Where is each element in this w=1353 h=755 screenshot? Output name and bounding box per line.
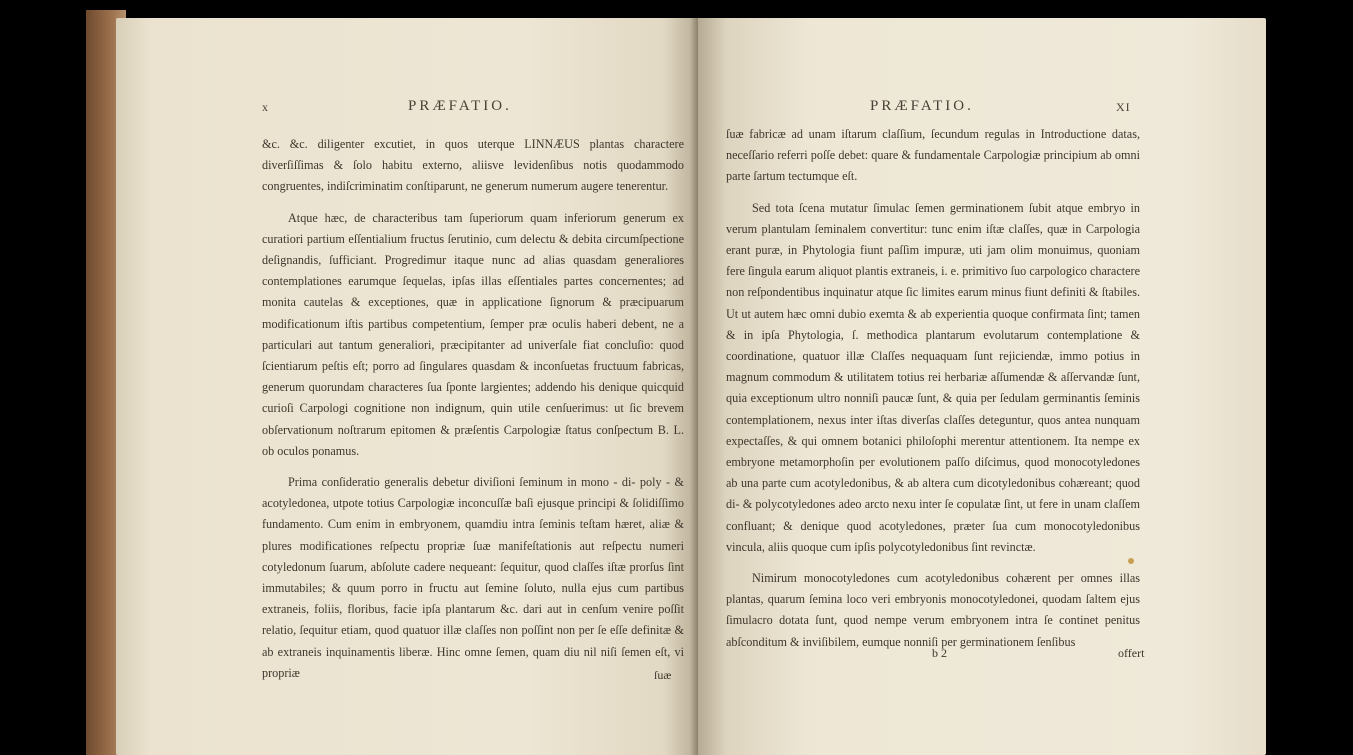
left-paragraph-2: Atque hæc, de characteribus tam ſuperiorum quam inferiorum generum ex curatiori partium eſſentialium fructus ſerutinio, cum delectu & debita circumſpectione deſignandis, ſufficiant. Progredimur itaque nunc ad alias quasdam generaliores contemplationes earumque ſequelas, ipſas illas eſſentiales partes concernentes; ad monita cautelas & exceptiones, quæ in applicatione ſignorum & præcipuarum modificationum iſtis partibus competentium, ſemper præ oculis haberi debent, ne a particulari aut tantum generaliori, præcipitanter ad univerſale fiat concluſio: quod ſcientiarum peſtis eſt; porro ad ſingulares quasdam & inconſuetas fructuum fabricas, generum quorundam characteres ſua ſponte largientes; addendo his denique quicquid curioſi Carpologi cognitione non indignum, quin utile cenſuerimus: ut ſic brevem obſervationum noſtrarum epitomen & præſentis Carpologiæ ſtatus conſpectum B. L. ob oculos ponamus. bbox=[262, 210, 684, 458]
right-page bbox=[698, 18, 1266, 755]
right-paragraph-3: Nimirum monocotyledones cum acotyledonibus cohærent per omnes illas plantas, quarum ſemina loco veri embryonis monocotyledonei, quodam ſaltem ejus ſimulacro dotata ſunt, quod nempe verum embryonem intra ſe continet penitus abſconditum & inviſibilem, eumque nonniſi per germinationem ſenſibus bbox=[726, 571, 1140, 649]
left-running-head: PRÆFATIO. bbox=[408, 98, 512, 114]
right-catchword: offert bbox=[1118, 646, 1145, 660]
open-book bbox=[86, 10, 1266, 755]
right-page-header bbox=[698, 98, 1266, 122]
left-paragraph-1: &c. &c. diligenter excutiet, in quos uterque LINNÆUS plantas charactere diverſiſſimas & ſolo habitu externo, aliisve levidenſibus notis quodammodo congruentes, indiſcriminatim conſtiparunt, ne generum numerum augere tenerentur. bbox=[262, 137, 684, 194]
left-page-number: x bbox=[262, 100, 269, 114]
left-page-header bbox=[116, 98, 698, 122]
left-page bbox=[116, 18, 698, 755]
left-paragraph-3: Prima conſideratio generalis debetur diviſioni ſeminum in mono - di- poly - & acotyledonea, utpote totius Carpologiæ inconcuſſæ baſi ejusque principi & ſolidiſſimo fundamento. Cum enim in embryonem, quamdiu intra ſeminis teſtam hæret, aliæ & plures modificationes reſpectu propriæ ſuæ manifeſtationis aut reſpectu numeri cotyledonum ſuarum, abſolute cadere nequeant: ſequitur, quod claſſes iſtæ prorſus ſint immutabiles; & quum porro in fructu aut ſemine ſoluto, nulla ejus cum partibus extraneis, foliis, floribus, facie ipſa plantarum &c. dari aut in cenſum venire poſſit relatio, ſequitur etiam, quod quatuor illæ claſſes non poſſint non per ſe eſſe definitæ & ab extraneis inquinamentis liberæ. Hinc omne ſemen, quam diu nil niſi ſemen eſt, vi propriæ bbox=[262, 475, 684, 680]
right-page-number: XI bbox=[1116, 100, 1131, 114]
right-paragraph-2: Sed tota ſcena mutatur ſimulac ſemen germinationem ſubit atque embryo in verum plantulam ſeminalem convertitur: tunc enim iſtæ claſſes, quæ in Carpologia erant puræ, in Phytologia fiunt paſſim impuræ, uti jam olim monuimus, quoniam fere ſingula earum aliquot plantis extraneis, i. e. primitivo ſuo carpologico charactere non reſpondentibus inquinatur atque ſic limites earum minus fiunt definiti & ſtabiles. Ut ut autem hæc omni dubio exemta & ab experientia quoque confirmata ſint; tamen & in ipſa Phytologia, ſ. methodica plantarum evolutarum contemplatione & coordinatione, quatuor illæ Claſſes nequaquam ſunt rejiciendæ, immo potius in magnum commodum & utilitatem totius rei herbariæ aſſumendæ & aſſervandæ ſunt, quia exceptionum ultro nonniſi paucæ ſunt, & quia per ſedulam germinantis ſeminis contemplationem, nexus inter iſtas diverſas claſſes deteguntur, quos antea nunquam expectaſſes, & qui omnem botanici philoſophi merentur attentionem. Ita nempe ex embryone metamorphoſin per evolutionem paſſo diſcimus, quod monocotyledones ab una parte cum acotyledonibus, & ab altera cum dicotyledonibus cohæreant; quod di- & polycotyledones adeo arcto nexu inter ſe copulatæ ſint, ut fere in unam claſſem confluant; & denique quod acotyledones, præter ſua cum monocotyledonibus vincula, aliis quoque cum ipſis polycotyledonibus ſint revinctæ. bbox=[726, 200, 1140, 554]
left-catchword: ſuæ bbox=[654, 668, 672, 682]
right-running-head: PRÆFATIO. bbox=[870, 98, 974, 114]
signature-mark: b 2 bbox=[932, 646, 947, 660]
foxing-spot bbox=[1128, 558, 1134, 564]
right-paragraph-1: ſuæ fabricæ ad unam iſtarum claſſium, ſecundum regulas in Introductione datas, neceſſario referri poſſe debet: quare & fundamentale Carpologiæ principium ab omni parte ſartum tectumque eſt. bbox=[726, 127, 1140, 184]
left-page-text bbox=[262, 134, 684, 684]
right-page-text bbox=[726, 124, 1140, 653]
